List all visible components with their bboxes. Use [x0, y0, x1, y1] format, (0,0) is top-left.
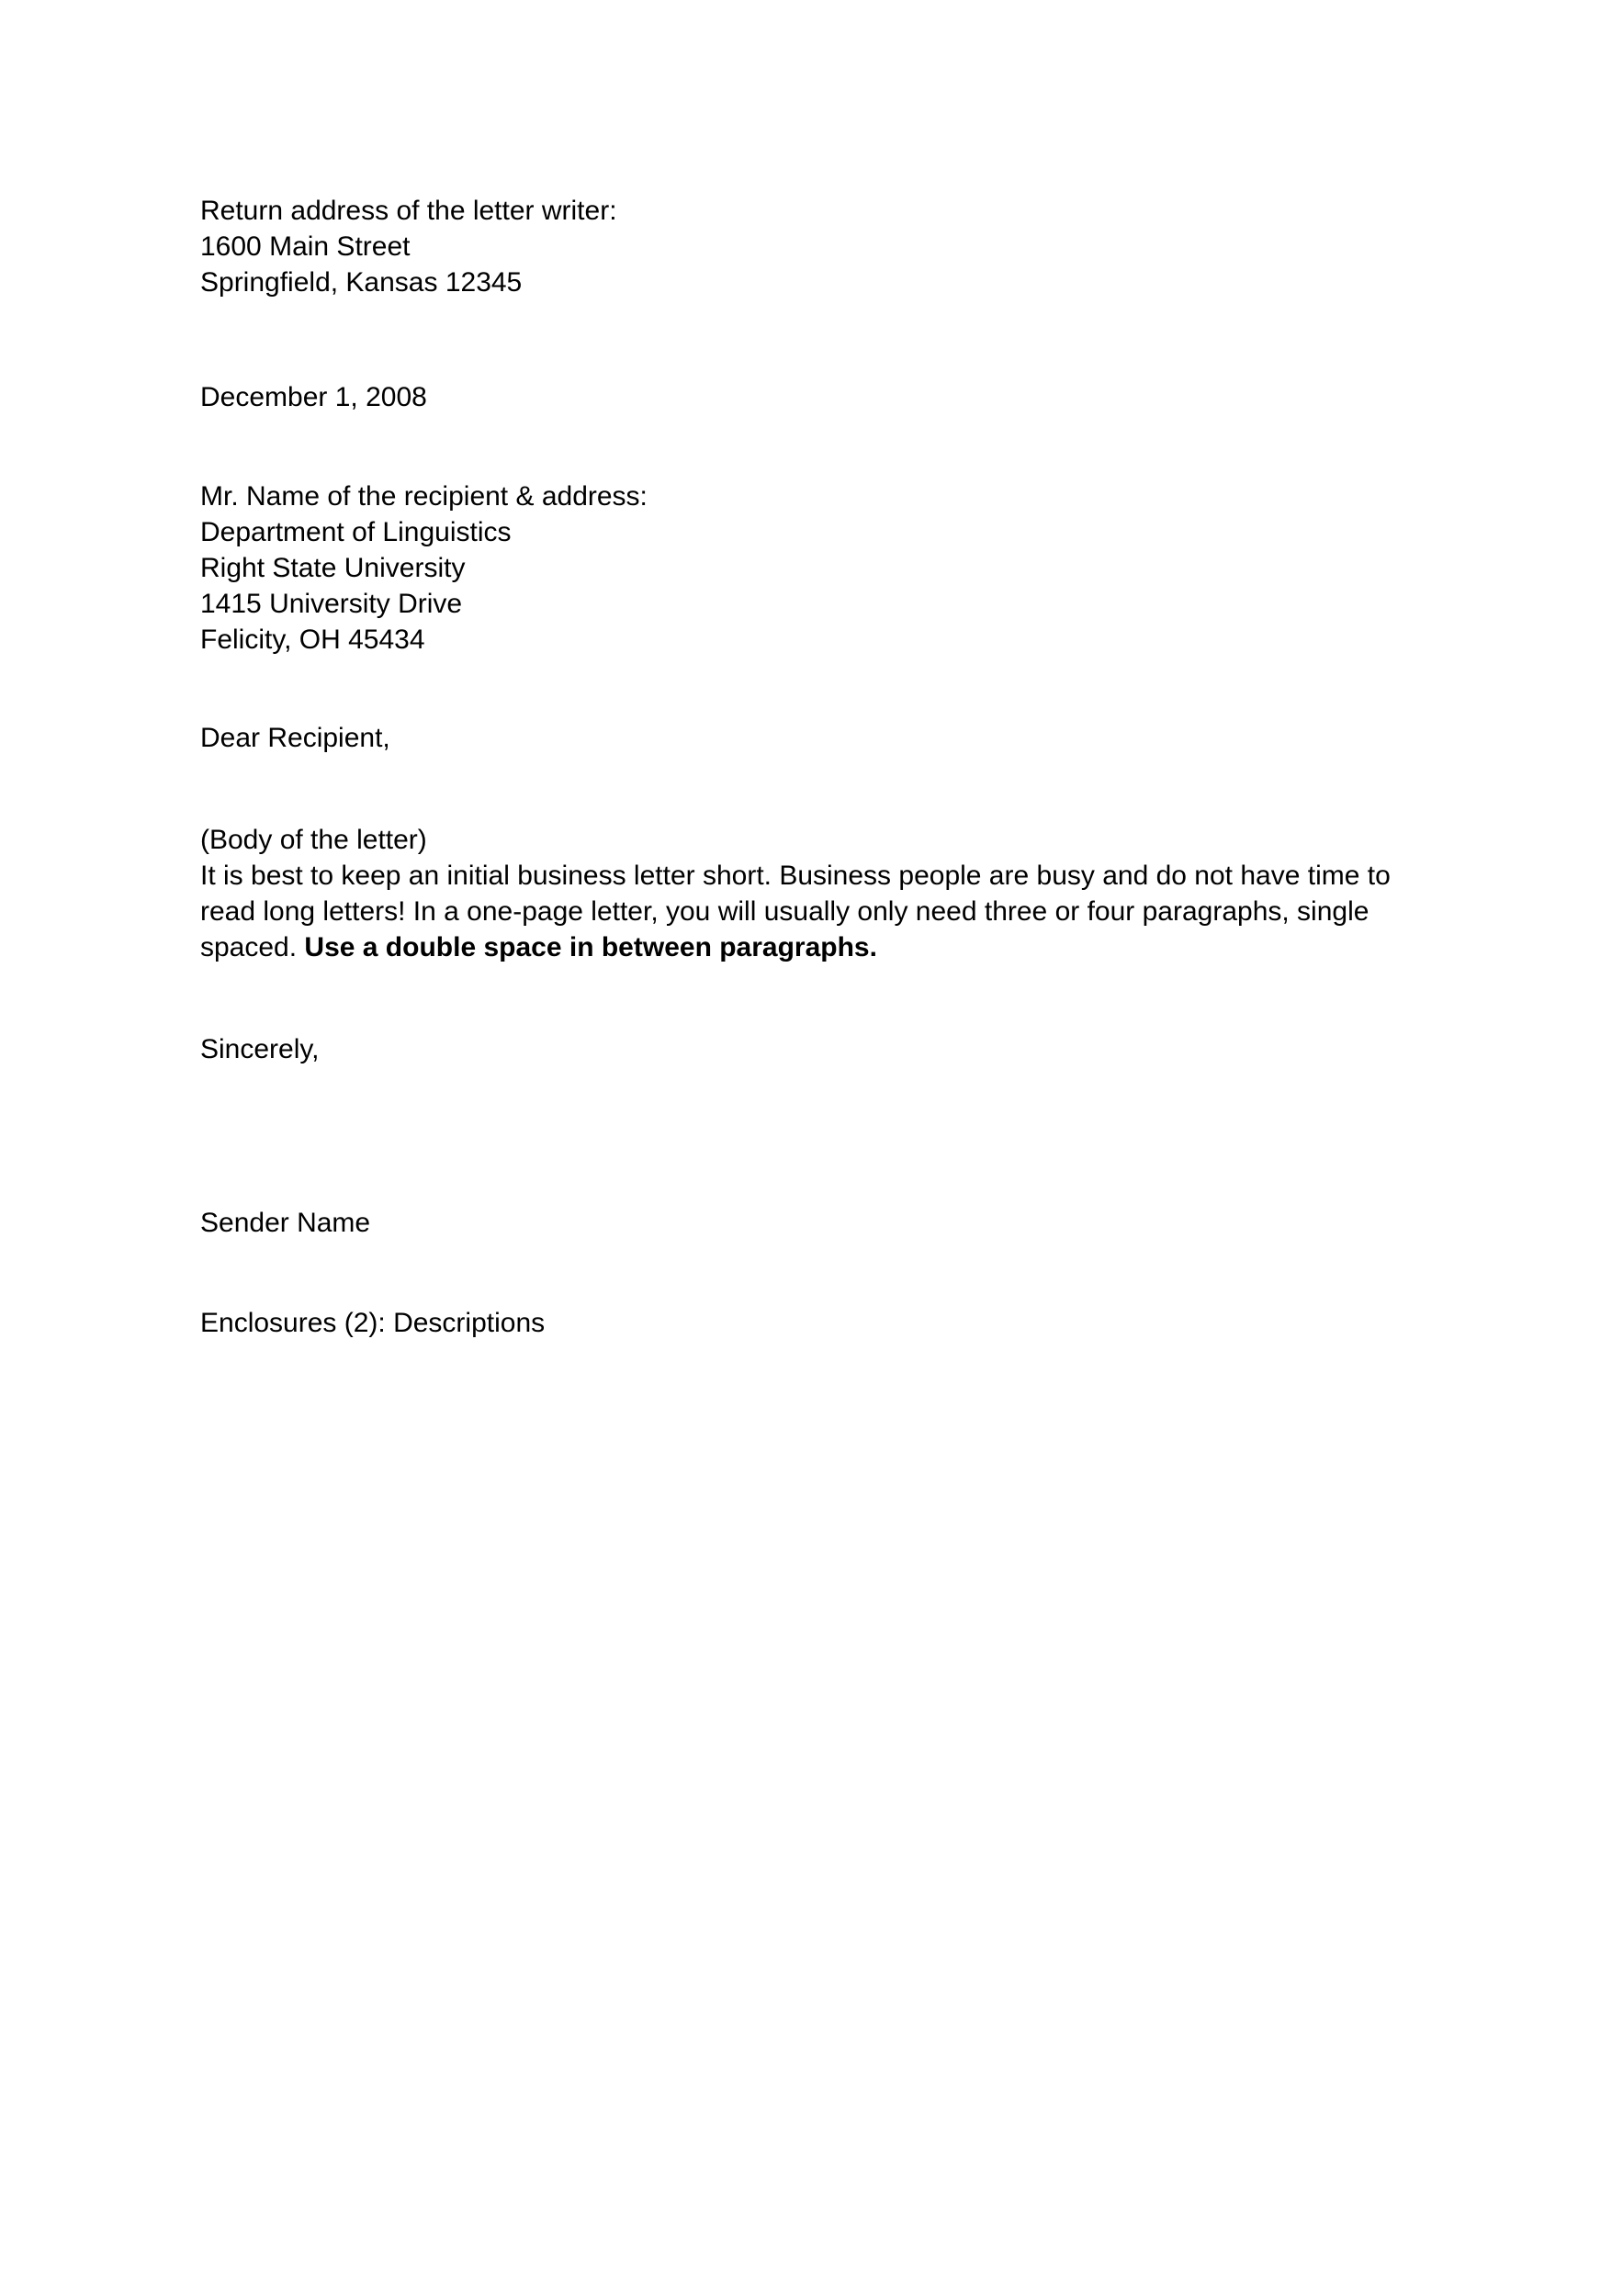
return-address-street: 1600 Main Street	[200, 231, 411, 262]
return-address-label: Return address of the letter writer:	[200, 196, 617, 226]
return-address-block	[200, 193, 1422, 300]
date-block	[200, 379, 1422, 415]
return-address-city: Springfield, Kansas 12345	[200, 267, 523, 298]
recipient-street: 1415 University Drive	[200, 589, 463, 619]
closing: Sincerely,	[200, 1034, 320, 1064]
recipient-university: Right State University	[200, 553, 466, 583]
enclosures-note: Enclosures (2): Descriptions	[200, 1308, 546, 1338]
salutation: Dear Recipient,	[200, 723, 390, 753]
salutation-block	[200, 720, 1422, 756]
recipient-city: Felicity, OH 45434	[200, 625, 425, 655]
recipient-address-block	[200, 478, 1422, 658]
closing-block	[200, 1031, 1422, 1067]
body-intro: (Body of the letter)	[200, 825, 427, 855]
enclosures-block	[200, 1305, 1422, 1341]
body-paragraph	[200, 858, 1417, 965]
body-text-regular: It is best to keep an initial business letter short. Business people are busy and do not have time to read long letters! In a one-page letter, you will usually only need three or four paragraphs, single spaced.	[200, 861, 1391, 962]
recipient-label: Mr. Name of the recipient & address:	[200, 481, 648, 512]
body-text-bold: Use a double space in between paragraphs.	[304, 932, 877, 962]
recipient-department: Department of Linguistics	[200, 517, 512, 547]
letter-date: December 1, 2008	[200, 382, 427, 412]
body-block	[200, 822, 1417, 965]
signature-block	[200, 1205, 1422, 1241]
signature-name: Sender Name	[200, 1208, 371, 1238]
